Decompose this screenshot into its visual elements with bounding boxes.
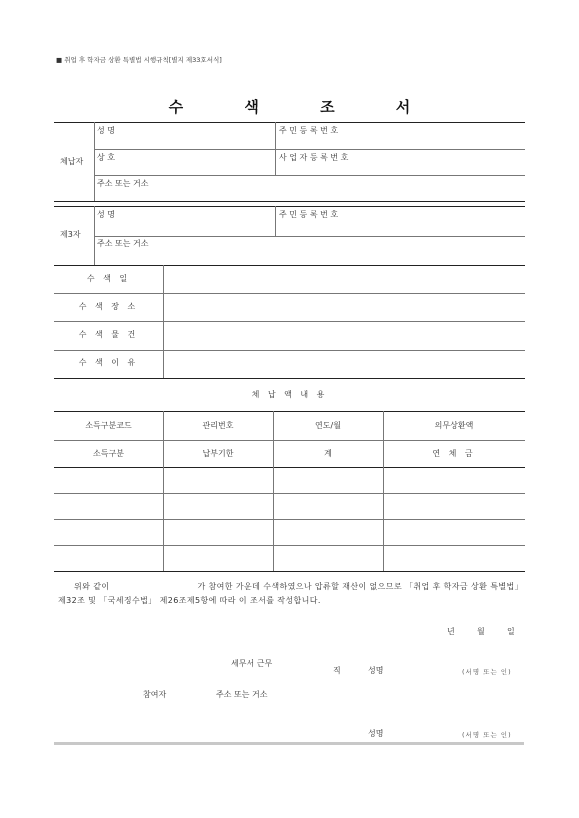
statement-text-1: 위와 같이 — [74, 582, 110, 591]
search-date-label: 수 색 일 — [86, 274, 131, 283]
participant-address-label: 주소 또는 거소 — [216, 690, 268, 699]
taxpayer-name-label: 성 명 — [97, 126, 115, 135]
taxpayer-label: 체납자 — [60, 157, 84, 166]
col-due-date: 납부기한 — [202, 449, 234, 458]
document-title: 수 색 조 서 — [168, 98, 439, 116]
col-income-code: 소득구분코드 — [85, 421, 132, 430]
third-party-label: 제3자 — [60, 230, 81, 239]
col-late-fee: 연 체 금 — [432, 449, 476, 458]
taxpayer-resident-no-label: 주 민 등 록 번 호 — [279, 126, 339, 135]
bottom-rule — [54, 742, 524, 745]
official-name-label: 성명 — [368, 666, 384, 675]
taxpayer-business-no-label: 사 업 자 등 록 번 호 — [279, 153, 349, 162]
statement-text-2: 가 참여한 가운데 수색하였으나 압류할 재산이 없으므로 「취업 후 학자금 상환 특별법」 제32조 및 「국세징수법」 제26조제5항에 따라 이 조서를 작성합니다. — [58, 582, 523, 605]
search-place-label: 수 색 장 소 — [78, 302, 139, 311]
search-items-label: 수 색 물 건 — [78, 330, 139, 339]
participant-label: 참여자 — [143, 690, 167, 699]
date-day: 일 — [507, 627, 515, 636]
col-income-type: 소득구분 — [93, 449, 124, 458]
col-repayment-amount: 의무상환액 — [434, 421, 474, 430]
date-year: 년 — [447, 627, 455, 636]
col-management-no: 관리번호 — [202, 421, 234, 430]
third-party-name-label: 성 명 — [97, 210, 115, 219]
participant-sign-note: (서명 또는 인) — [462, 731, 512, 739]
taxpayer-trade-name-label: 상 호 — [97, 153, 115, 162]
taxpayer-address-label: 주소 또는 거소 — [97, 179, 149, 188]
third-party-resident-no-label: 주 민 등 록 번 호 — [279, 210, 339, 219]
third-party-address-label: 주소 또는 거소 — [97, 239, 149, 248]
office-label: 세무서 근무 — [231, 659, 273, 668]
col-total: 계 — [324, 449, 332, 458]
date-month: 월 — [477, 627, 485, 636]
col-year-month: 연도/월 — [315, 421, 341, 430]
participant-name-label: 성명 — [368, 729, 384, 738]
official-sign-note: (서명 또는 인) — [462, 668, 512, 676]
search-reason-label: 수 색 이 유 — [78, 358, 139, 367]
form-reference: ■ 취업 후 학자금 상환 특별법 시행규칙[별지 제33호서식] — [56, 56, 222, 64]
statement-paragraph — [58, 580, 528, 608]
position-label: 직 — [333, 666, 341, 675]
arrears-heading: 체 납 액 내 용 — [251, 390, 328, 399]
